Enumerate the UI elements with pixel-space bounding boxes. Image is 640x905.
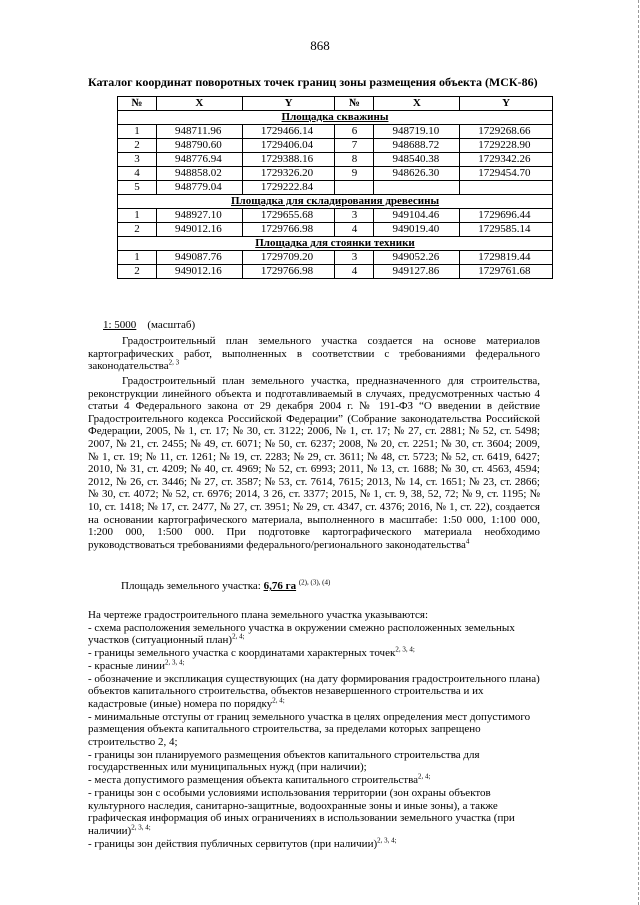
table-header-row [118, 97, 553, 111]
table-cell: 8 [335, 153, 374, 167]
table-cell: 1729819.44 [460, 251, 553, 265]
table-cell: 948711.96 [157, 125, 243, 139]
table-cell: 948927.10 [157, 209, 243, 223]
table-cell: 948858.02 [157, 167, 243, 181]
list-intro: На чертеже градостроительного плана земельного участка указываются: [88, 609, 429, 621]
list-item-text: - границы земельного участка с координатами характерных точек [88, 647, 396, 660]
table-cell: 1729696.44 [460, 209, 553, 223]
table-cell: 2 [118, 139, 157, 153]
list-item-footnote: 2, 4; [272, 696, 285, 705]
list-item [88, 622, 540, 647]
table-cell: 3 [335, 251, 374, 265]
list-item-footnote: 2, 3, 4; [395, 645, 415, 654]
table-cell: 948626.30 [374, 167, 460, 181]
section-row [118, 237, 553, 251]
table-row [118, 181, 553, 195]
table-cell: 949019.40 [374, 223, 460, 237]
list-item-footnote: 2, 4; [418, 772, 431, 781]
table-cell: 7 [335, 139, 374, 153]
page-title: Каталог координат поворотных точек границ зоны размещения объекта (МСК-86) [88, 75, 538, 89]
list-item [88, 838, 540, 851]
scale-value: 1: 5000 [103, 319, 137, 331]
area-value: 6,76 га [263, 580, 297, 592]
table-cell: 6 [335, 125, 374, 139]
table-cell: 1729388.16 [242, 153, 335, 167]
list-item [88, 787, 540, 838]
table-cell: 948779.04 [157, 181, 243, 195]
table-cell: 9 [335, 167, 374, 181]
list-item-text: - схема расположения земельного участка в окружении смежно расположенных земельных участков (ситуационный план) [88, 621, 515, 647]
table-cell: 949104.46 [374, 209, 460, 223]
list-item-footnote: 2, 4; [232, 632, 245, 641]
table-cell: 2 [118, 265, 157, 279]
page-number: 868 [310, 38, 330, 53]
table-cell: 949127.86 [374, 265, 460, 279]
table-cell: 1729655.68 [242, 209, 335, 223]
table-cell: 1729268.66 [460, 125, 553, 139]
table-cell: 1729766.98 [242, 265, 335, 279]
table-cell: 948776.94 [157, 153, 243, 167]
table-cell: 1729761.68 [460, 265, 553, 279]
table-cell: 949012.16 [157, 265, 243, 279]
section-title: Площадка для стоянки техники [118, 237, 553, 251]
area-label: Площадь земельного участка: [121, 580, 261, 592]
paragraph-1-footnote: 2, 3 [168, 358, 180, 367]
page-edge-divider [636, 0, 639, 905]
scale-line [103, 319, 195, 331]
list-item-text: - границы зон с особыми условиями использования территории (зон охраны объектов культурного наследия, санитарно-защитные, водоохранные зоны и иные зоны), а также графическая информация об иных ограничениях в использовании земельного участка (при наличии) [88, 786, 515, 837]
table-cell: 1729326.20 [242, 167, 335, 181]
table-cell: 4 [335, 223, 374, 237]
column-header: X [157, 97, 243, 111]
column-header: № [118, 97, 157, 111]
list-item-text: - красные линии [88, 659, 165, 672]
table-cell: 1729454.70 [460, 167, 553, 181]
table-cell: 4 [335, 265, 374, 279]
table-row [118, 139, 553, 153]
area-line [121, 580, 330, 592]
paragraph-2-footnote: 4 [465, 537, 470, 546]
table-cell: 949012.16 [157, 223, 243, 237]
table-cell: 1729222.84 [242, 181, 335, 195]
column-header: X [374, 97, 460, 111]
table-cell: 3 [335, 209, 374, 223]
table-cell [374, 181, 460, 195]
list-item-text: - границы зон планируемого размещения объектов капитального строительства для государственных или муниципальных нужд (при наличии); [88, 748, 480, 774]
table-cell: 948540.38 [374, 153, 460, 167]
list-item-text: - границы зон действия публичных сервитутов (при наличии) [88, 837, 378, 850]
list-item [88, 711, 540, 749]
table-cell: 949052.26 [374, 251, 460, 265]
table-cell: 2 [118, 223, 157, 237]
table-cell: 1 [118, 125, 157, 139]
list-item-footnote: 2, 3, 4; [131, 823, 151, 832]
table-cell: 1 [118, 209, 157, 223]
area-footnote: (2), (3), (4) [298, 578, 331, 587]
paragraph-2 [88, 375, 540, 551]
paragraph-2-text: Градостроительный план земельного участка, предназначенного для строительства, реконструкции линейного объекта и подготавливаемый в случаях, предусмотренных частью 4 статьи 4 Федерального закона от 29 декабря 2004 г. № 191-ФЗ “О введении в действие Градостроительного кодекса Российской Федерации” (Собрание законодательства Российской Федерации, 2005, № 1, ст. 17; № 30, ст. 3122; 2006, № 1, ст. 17; № 27, ст. 2881; № 52, ст. 5498; 2007, № 21, ст. 2455; № 49, ст. 6071; № 50, ст. 6237; 2008, № 20, ст. 2251; № 30, ст. 3604; 2009, № 1, ст. 19; № 11, ст. 1261; № 19, ст. 2283; № 29, ст. 3611; № 48, ст. 5723; № 52, ст. 6419, 6427; 2010, № 31, ст. 4209; № 40, ст. 4969; № 52, ст. 6993; 2011, № 13, ст. 1688; № 30, ст. 4563, 4594; 2012, № 26, ст. 3446; № 27, ст. 3587; № 53, ст. 7614, 7615; 2013, № 14, ст. 1651; № 23, ст. 2866; № 30, ст. 4072; № 52, ст. 6976; 2014, 3 26, ст. 3377; 2015, № 1, ст. 9, 38, 52, 72; № 9, ст. 1195; № 10, ст. 1418; № 17, ст. 2477, № 27, ст. 3951; № 29, ст. 4347, ст. 4376; 2016, № 1, ст. 22), создается на основании картографического материала, выполненного в масштабе: 1:50 000, 1:100 000, 1:200 000, 1:500 000. При подготовке картографического материала необходимо руководствоваться требованиями федерального/регионального законодательства [88, 375, 540, 551]
table-cell: 3 [118, 153, 157, 167]
coordinates-table [117, 96, 553, 279]
table-row [118, 125, 553, 139]
list-item [88, 673, 540, 711]
table-cell: 948790.60 [157, 139, 243, 153]
table-cell: 1 [118, 251, 157, 265]
table-row [118, 209, 553, 223]
table-cell: 4 [118, 167, 157, 181]
table-cell: 1729766.98 [242, 223, 335, 237]
section-row [118, 111, 553, 125]
list-item-text: - места допустимого размещения объекта капитального строительства [88, 774, 419, 787]
list-item [88, 647, 540, 660]
column-header: № [335, 97, 374, 111]
table-cell: 1729585.14 [460, 223, 553, 237]
section-title: Площадка скважины [118, 111, 553, 125]
list-item-footnote: 2, 3, 4; [164, 658, 185, 667]
drawing-requirements-list [88, 609, 540, 850]
section-title: Площадка для складирования древесины [118, 195, 553, 209]
table-cell: 1729466.14 [242, 125, 335, 139]
table-cell: 5 [118, 181, 157, 195]
column-header: Y [460, 97, 553, 111]
table-cell: 949087.76 [157, 251, 243, 265]
table-cell: 948719.10 [374, 125, 460, 139]
scale-label: (масштаб) [147, 319, 196, 331]
table-cell: 1729342.26 [460, 153, 553, 167]
table-cell: 1729406.04 [242, 139, 335, 153]
table-cell [460, 181, 553, 195]
column-header: Y [242, 97, 335, 111]
table-cell [335, 181, 374, 195]
list-item-text: - минимальные отступы от границ земельного участка в целях определения мест допустимого размещения объекта капитального строительства, за пределами которых запрещено строительство 2, 4; [88, 710, 531, 749]
list-item [88, 749, 540, 774]
table-cell: 1729709.20 [242, 251, 335, 265]
paragraph-1-text: Градостроительный план земельного участка создается на основе материалов картографических работ, выполненных в соответствии с требованиями федерального законодательства [88, 335, 540, 373]
list-item [88, 660, 540, 673]
table-row [118, 251, 553, 265]
table-row [118, 167, 553, 181]
table-row [118, 223, 553, 237]
table-row [118, 153, 553, 167]
list-item [88, 774, 540, 787]
table-cell: 948688.72 [374, 139, 460, 153]
table-row [118, 265, 553, 279]
section-row [118, 195, 553, 209]
table-cell: 1729228.90 [460, 139, 553, 153]
paragraph-1 [88, 335, 540, 373]
list-item-footnote: 2, 3, 4; [377, 836, 397, 844]
list-item-text: - обозначение и экспликация существующих (на дату формирования градостроительного плана) объектов капитального строительства, объектов незавершенного строительства и их кадастровые (иные) номера по порядку [88, 672, 540, 710]
